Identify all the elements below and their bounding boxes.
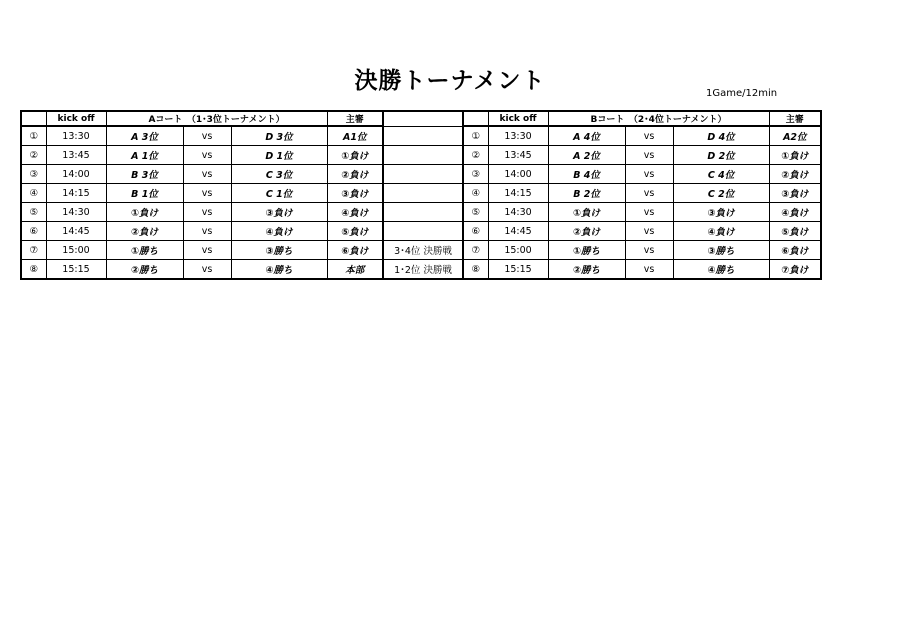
b-vs: vs <box>625 260 673 280</box>
a-team-1: B 3位 <box>106 165 183 184</box>
middle-header <box>383 111 463 126</box>
b-referee: ③負け <box>769 184 821 203</box>
b-kickoff-header: kick off <box>488 111 548 126</box>
table-row <box>21 184 821 203</box>
a-court-header: Aコート （1･3位トーナメント） <box>106 111 327 126</box>
table-row <box>21 203 821 222</box>
b-team-1: A 4位 <box>548 126 625 146</box>
b-vs: vs <box>625 165 673 184</box>
b-match-number: ⑥ <box>463 222 488 241</box>
a-referee: 本部 <box>327 260 383 280</box>
a-team-2: ③勝ち <box>231 241 327 260</box>
b-team-2: ③負け <box>673 203 769 222</box>
b-match-number: ⑧ <box>463 260 488 280</box>
b-team-2: C 2位 <box>673 184 769 203</box>
b-vs: vs <box>625 241 673 260</box>
a-team-1: ②勝ち <box>106 260 183 280</box>
a-referee: ②負け <box>327 165 383 184</box>
a-referee: ⑤負け <box>327 222 383 241</box>
b-match-number: ② <box>463 146 488 165</box>
b-kickoff-time: 15:00 <box>488 241 548 260</box>
a-team-1: ①勝ち <box>106 241 183 260</box>
b-match-number: ⑦ <box>463 241 488 260</box>
b-kickoff-time: 14:15 <box>488 184 548 203</box>
a-vs: vs <box>183 126 231 146</box>
b-kickoff-time: 14:30 <box>488 203 548 222</box>
middle-label <box>383 203 463 222</box>
b-vs: vs <box>625 203 673 222</box>
b-team-2: D 2位 <box>673 146 769 165</box>
b-referee: ⑦負け <box>769 260 821 280</box>
a-match-number: ⑦ <box>21 241 46 260</box>
a-team-1: A 1位 <box>106 146 183 165</box>
b-team-2: C 4位 <box>673 165 769 184</box>
a-team-2: ④負け <box>231 222 327 241</box>
a-team-2: ④勝ち <box>231 260 327 280</box>
a-match-number: ③ <box>21 165 46 184</box>
b-referee: A2位 <box>769 126 821 146</box>
middle-label <box>383 165 463 184</box>
middle-label <box>383 184 463 203</box>
b-kickoff-time: 13:45 <box>488 146 548 165</box>
a-team-2: C 1位 <box>231 184 327 203</box>
b-team-1: B 2位 <box>548 184 625 203</box>
a-team-1: B 1位 <box>106 184 183 203</box>
b-referee: ②負け <box>769 165 821 184</box>
b-referee: ⑤負け <box>769 222 821 241</box>
middle-label <box>383 126 463 146</box>
a-vs: vs <box>183 165 231 184</box>
b-referee: ④負け <box>769 203 821 222</box>
table-row <box>21 126 821 146</box>
b-team-1: A 2位 <box>548 146 625 165</box>
a-referee: ①負け <box>327 146 383 165</box>
a-num-header <box>21 111 46 126</box>
middle-label <box>383 222 463 241</box>
table-row <box>21 241 821 260</box>
header-row <box>21 111 821 126</box>
game-duration-note: 1Game/12min <box>706 88 778 99</box>
a-team-1: ②負け <box>106 222 183 241</box>
a-team-2: D 1位 <box>231 146 327 165</box>
a-referee: A1位 <box>327 126 383 146</box>
a-team-1: ①負け <box>106 203 183 222</box>
a-kickoff-time: 15:15 <box>46 260 106 280</box>
b-vs: vs <box>625 222 673 241</box>
a-kickoff-time: 14:00 <box>46 165 106 184</box>
a-kickoff-time: 13:30 <box>46 126 106 146</box>
b-team-2: D 4位 <box>673 126 769 146</box>
b-referee: ①負け <box>769 146 821 165</box>
a-kickoff-time: 14:45 <box>46 222 106 241</box>
b-match-number: ④ <box>463 184 488 203</box>
table-row <box>21 165 821 184</box>
middle-label: 3･4位 決勝戦 <box>383 241 463 260</box>
b-vs: vs <box>625 184 673 203</box>
b-team-2: ④勝ち <box>673 260 769 280</box>
b-team-1: ②勝ち <box>548 260 625 280</box>
a-referee-header: 主審 <box>327 111 383 126</box>
b-court-header: Bコート （2･4位トーナメント） <box>548 111 769 126</box>
a-referee: ③負け <box>327 184 383 203</box>
a-vs: vs <box>183 184 231 203</box>
a-team-2: D 3位 <box>231 126 327 146</box>
a-team-2: ③負け <box>231 203 327 222</box>
a-team-1: A 3位 <box>106 126 183 146</box>
b-referee: ⑥負け <box>769 241 821 260</box>
a-kickoff-header: kick off <box>46 111 106 126</box>
a-match-number: ② <box>21 146 46 165</box>
tournament-schedule-table <box>20 110 822 280</box>
a-vs: vs <box>183 241 231 260</box>
b-team-2: ③勝ち <box>673 241 769 260</box>
b-match-number: ③ <box>463 165 488 184</box>
a-match-number: ④ <box>21 184 46 203</box>
middle-label: 1･2位 決勝戦 <box>383 260 463 280</box>
b-team-2: ④負け <box>673 222 769 241</box>
page-title: 決勝トーナメント <box>354 68 546 94</box>
table-row <box>21 146 821 165</box>
a-kickoff-time: 15:00 <box>46 241 106 260</box>
b-vs: vs <box>625 146 673 165</box>
a-kickoff-time: 14:30 <box>46 203 106 222</box>
a-referee: ④負け <box>327 203 383 222</box>
a-team-2: C 3位 <box>231 165 327 184</box>
b-kickoff-time: 14:45 <box>488 222 548 241</box>
b-kickoff-time: 13:30 <box>488 126 548 146</box>
b-referee-header: 主審 <box>769 111 821 126</box>
a-kickoff-time: 13:45 <box>46 146 106 165</box>
a-vs: vs <box>183 203 231 222</box>
a-match-number: ⑧ <box>21 260 46 280</box>
a-vs: vs <box>183 146 231 165</box>
b-num-header <box>463 111 488 126</box>
b-kickoff-time: 15:15 <box>488 260 548 280</box>
a-kickoff-time: 14:15 <box>46 184 106 203</box>
a-match-number: ① <box>21 126 46 146</box>
b-team-1: B 4位 <box>548 165 625 184</box>
b-vs: vs <box>625 126 673 146</box>
a-match-number: ⑥ <box>21 222 46 241</box>
table-row <box>21 260 821 280</box>
b-team-1: ②負け <box>548 222 625 241</box>
a-referee: ⑥負け <box>327 241 383 260</box>
b-team-1: ①勝ち <box>548 241 625 260</box>
a-match-number: ⑤ <box>21 203 46 222</box>
table-row <box>21 222 821 241</box>
middle-label <box>383 146 463 165</box>
a-vs: vs <box>183 260 231 280</box>
b-team-1: ①負け <box>548 203 625 222</box>
a-vs: vs <box>183 222 231 241</box>
b-match-number: ⑤ <box>463 203 488 222</box>
b-match-number: ① <box>463 126 488 146</box>
b-kickoff-time: 14:00 <box>488 165 548 184</box>
